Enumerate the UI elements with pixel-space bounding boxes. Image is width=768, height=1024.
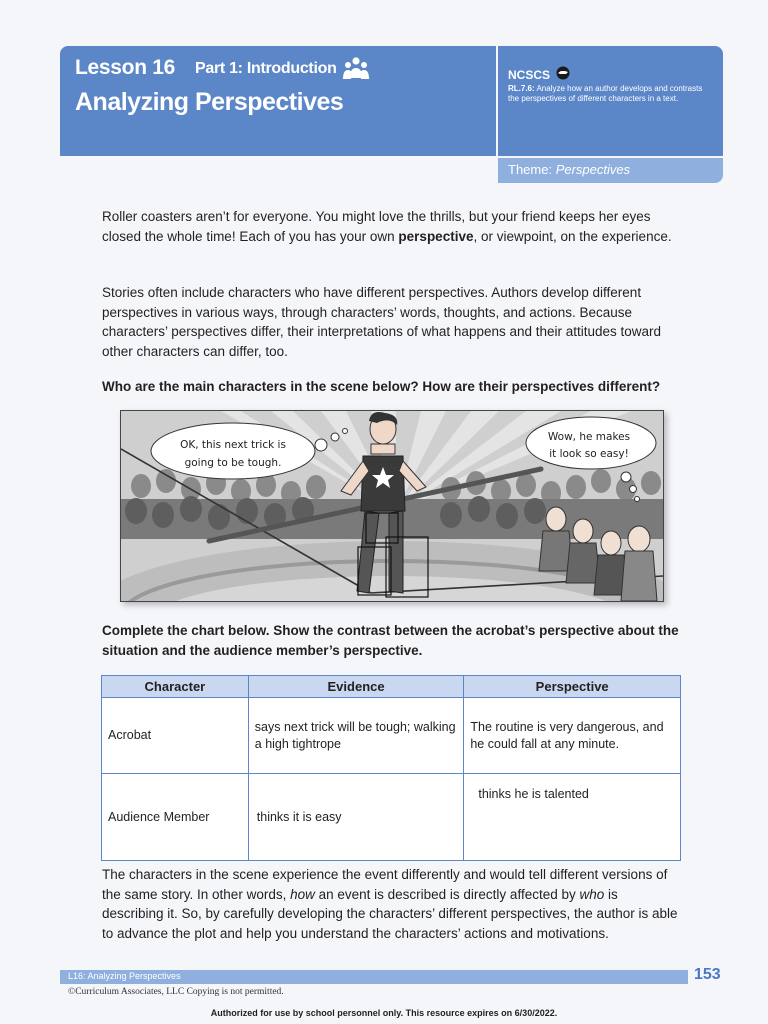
copyright-notice: ©Curriculum Associates, LLC Copying is not permitted. xyxy=(68,987,284,997)
group-icon xyxy=(342,56,370,80)
cell-evidence-input[interactable]: says next trick will be tough; walking a high tightrope xyxy=(248,698,464,774)
cell-evidence-input[interactable]: thinks it is easy xyxy=(248,774,464,861)
theme-text xyxy=(508,162,630,177)
standard-text: Analyze how an author develops and contrasts the perspectives of different characters in a text. xyxy=(508,84,703,103)
page-title: Analyzing Perspectives xyxy=(75,88,344,116)
part-label: Part 1: Introduction xyxy=(195,60,337,77)
header-perspective: Perspective xyxy=(464,676,681,698)
closing-text-1: The characters in the scene experience the event differently and would tell different versions of the same story. In other words, xyxy=(102,867,668,902)
lesson-header xyxy=(60,46,496,156)
page-number: 153 xyxy=(694,966,721,983)
cell-perspective-input[interactable]: thinks he is talented xyxy=(464,774,681,861)
audience-thought-line1: Wow, he makes xyxy=(547,431,631,443)
question-complete-chart: Complete the chart below. Show the contrast between the acrobat’s perspective about the situation and the audience member’s perspective. xyxy=(102,623,679,658)
question-main-characters: Who are the main characters in the scene below? How are their perspectives different? xyxy=(102,379,661,394)
standard-description xyxy=(508,84,708,104)
theme-bar xyxy=(498,158,723,183)
emphasis-who: who xyxy=(579,886,605,902)
intro-p1-text: Roller coasters aren’t for everyone. You might love the thrills, but your friend keeps her eyes closed the whole time! Each of you has your own xyxy=(102,209,651,244)
closing-text-3: is describing it. So, by carefully developing the characters’ different perspectives, the author is able to advance the plot and help you understand the characters’ actions and motivations. xyxy=(102,886,678,941)
acrobat-thought-line2: going to be tough. xyxy=(184,457,282,469)
closing-text-2: an event is described is directly affected by xyxy=(314,886,580,902)
footer-bar xyxy=(60,970,688,984)
footer-lesson-label: L16: Analyzing Perspectives xyxy=(68,971,181,981)
cell-character: Audience Member xyxy=(102,774,249,861)
authorization-notice: Authorized for use by school personnel only. This resource expires on 6/30/2022. xyxy=(210,1008,558,1018)
cell-character: Acrobat xyxy=(102,698,249,774)
state-icon xyxy=(556,66,570,80)
emphasis-how: how xyxy=(290,886,315,902)
audience-thought-line2: it look so easy! xyxy=(549,448,629,460)
table-row xyxy=(102,774,681,861)
keyword-perspective: perspective xyxy=(398,228,474,244)
acrobat-thought-line1: OK, this next trick is xyxy=(180,439,286,451)
table-row xyxy=(102,698,681,774)
intro-p1-end: , or viewpoint, on the experience. xyxy=(473,228,672,244)
table-header-row xyxy=(102,676,681,698)
lesson-number: Lesson 16 xyxy=(75,56,176,79)
circus-scene xyxy=(121,411,663,601)
theme-value: Perspectives xyxy=(555,162,631,177)
cell-perspective-input[interactable]: The routine is very dangerous, and he could fall at any minute. xyxy=(464,698,681,774)
circus-illustration xyxy=(120,410,664,602)
standard-code: RL.7.6: xyxy=(508,84,535,93)
standards-panel xyxy=(498,46,723,156)
intro-paragraph-1 xyxy=(102,207,682,246)
closing-paragraph xyxy=(102,865,682,943)
perspective-table xyxy=(101,675,681,861)
perspective-chart xyxy=(101,675,681,861)
header-character: Character xyxy=(102,676,249,698)
ncscs-label: NCSCS xyxy=(508,68,551,82)
header-evidence: Evidence xyxy=(248,676,464,698)
intro-paragraph-2: Stories often include characters who have different perspectives. Authors develop different perspectives in various ways, through characters’ words, thoughts, and actions. Because characters’ perspectives differ, their interpretations of what happens and their attitudes toward other characters can differ, too. xyxy=(102,285,662,359)
theme-label: Theme: xyxy=(508,162,553,177)
